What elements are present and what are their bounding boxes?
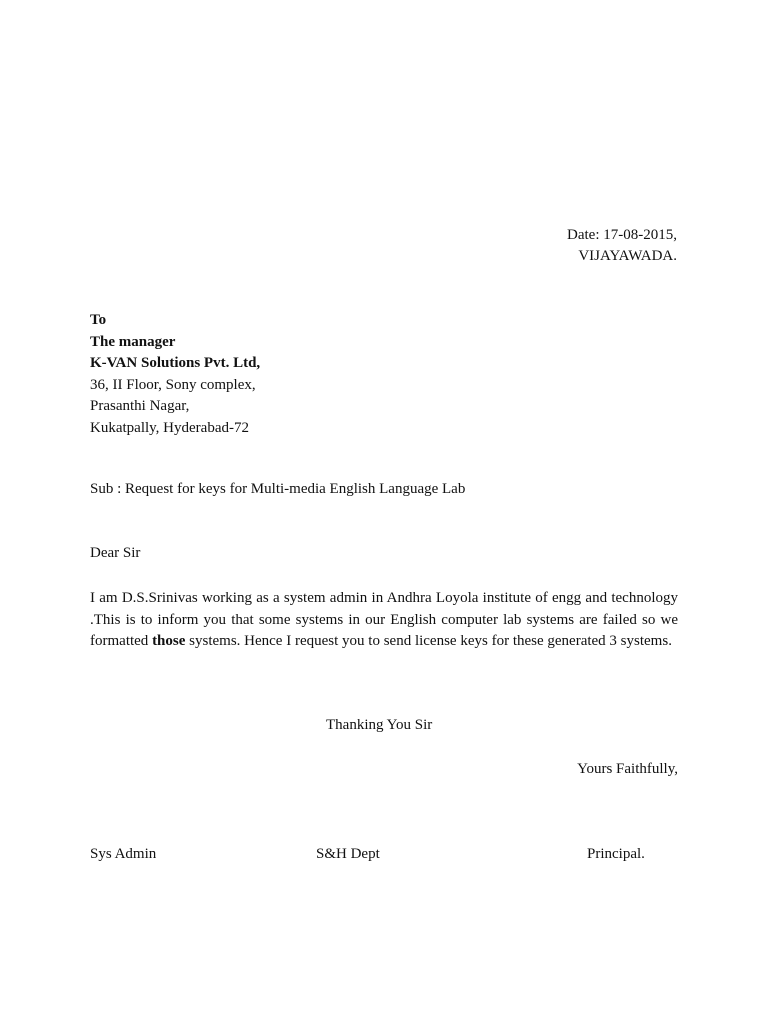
- letter-salutation: Dear Sir: [90, 545, 141, 561]
- signatory-sys-admin: Sys Admin: [90, 846, 157, 862]
- date-block: [567, 225, 677, 267]
- letter-subject: Sub : Request for keys for Multi-media English Language Lab: [90, 481, 466, 497]
- recipient-company: K-VAN Solutions Pvt. Ltd,: [90, 355, 261, 371]
- recipient-address: [90, 310, 260, 439]
- letter-body: [90, 588, 678, 653]
- letter-place: VIJAYAWADA.: [578, 248, 677, 264]
- address-line: 36, II Floor, Sony complex,: [90, 376, 256, 393]
- address-line: Prasanthi Nagar,: [90, 398, 190, 414]
- letter-thanks: Thanking You Sir: [326, 717, 433, 733]
- recipient-to: To: [90, 312, 107, 328]
- body-text-part-2: systems. Hence I request you to send license keys for these generated 3 systems.: [185, 633, 672, 649]
- signatory-principal: Principal.: [587, 846, 645, 862]
- signatory-sh-dept: S&H Dept: [316, 846, 380, 862]
- letter-closing: Yours Faithfully,: [577, 761, 678, 777]
- recipient-title: The manager: [90, 333, 176, 350]
- body-bold-word: those: [152, 633, 186, 649]
- body-text-part-1: I am D.S.Srinivas working as a system admin in Andhra Loyola institute of engg and technology .This is to inform you that some systems in our English computer lab systems are failed so we formatted: [90, 590, 678, 649]
- letter-date: Date: 17-08-2015,: [567, 227, 677, 243]
- address-line: Kukatpally, Hyderabad-72: [90, 419, 249, 436]
